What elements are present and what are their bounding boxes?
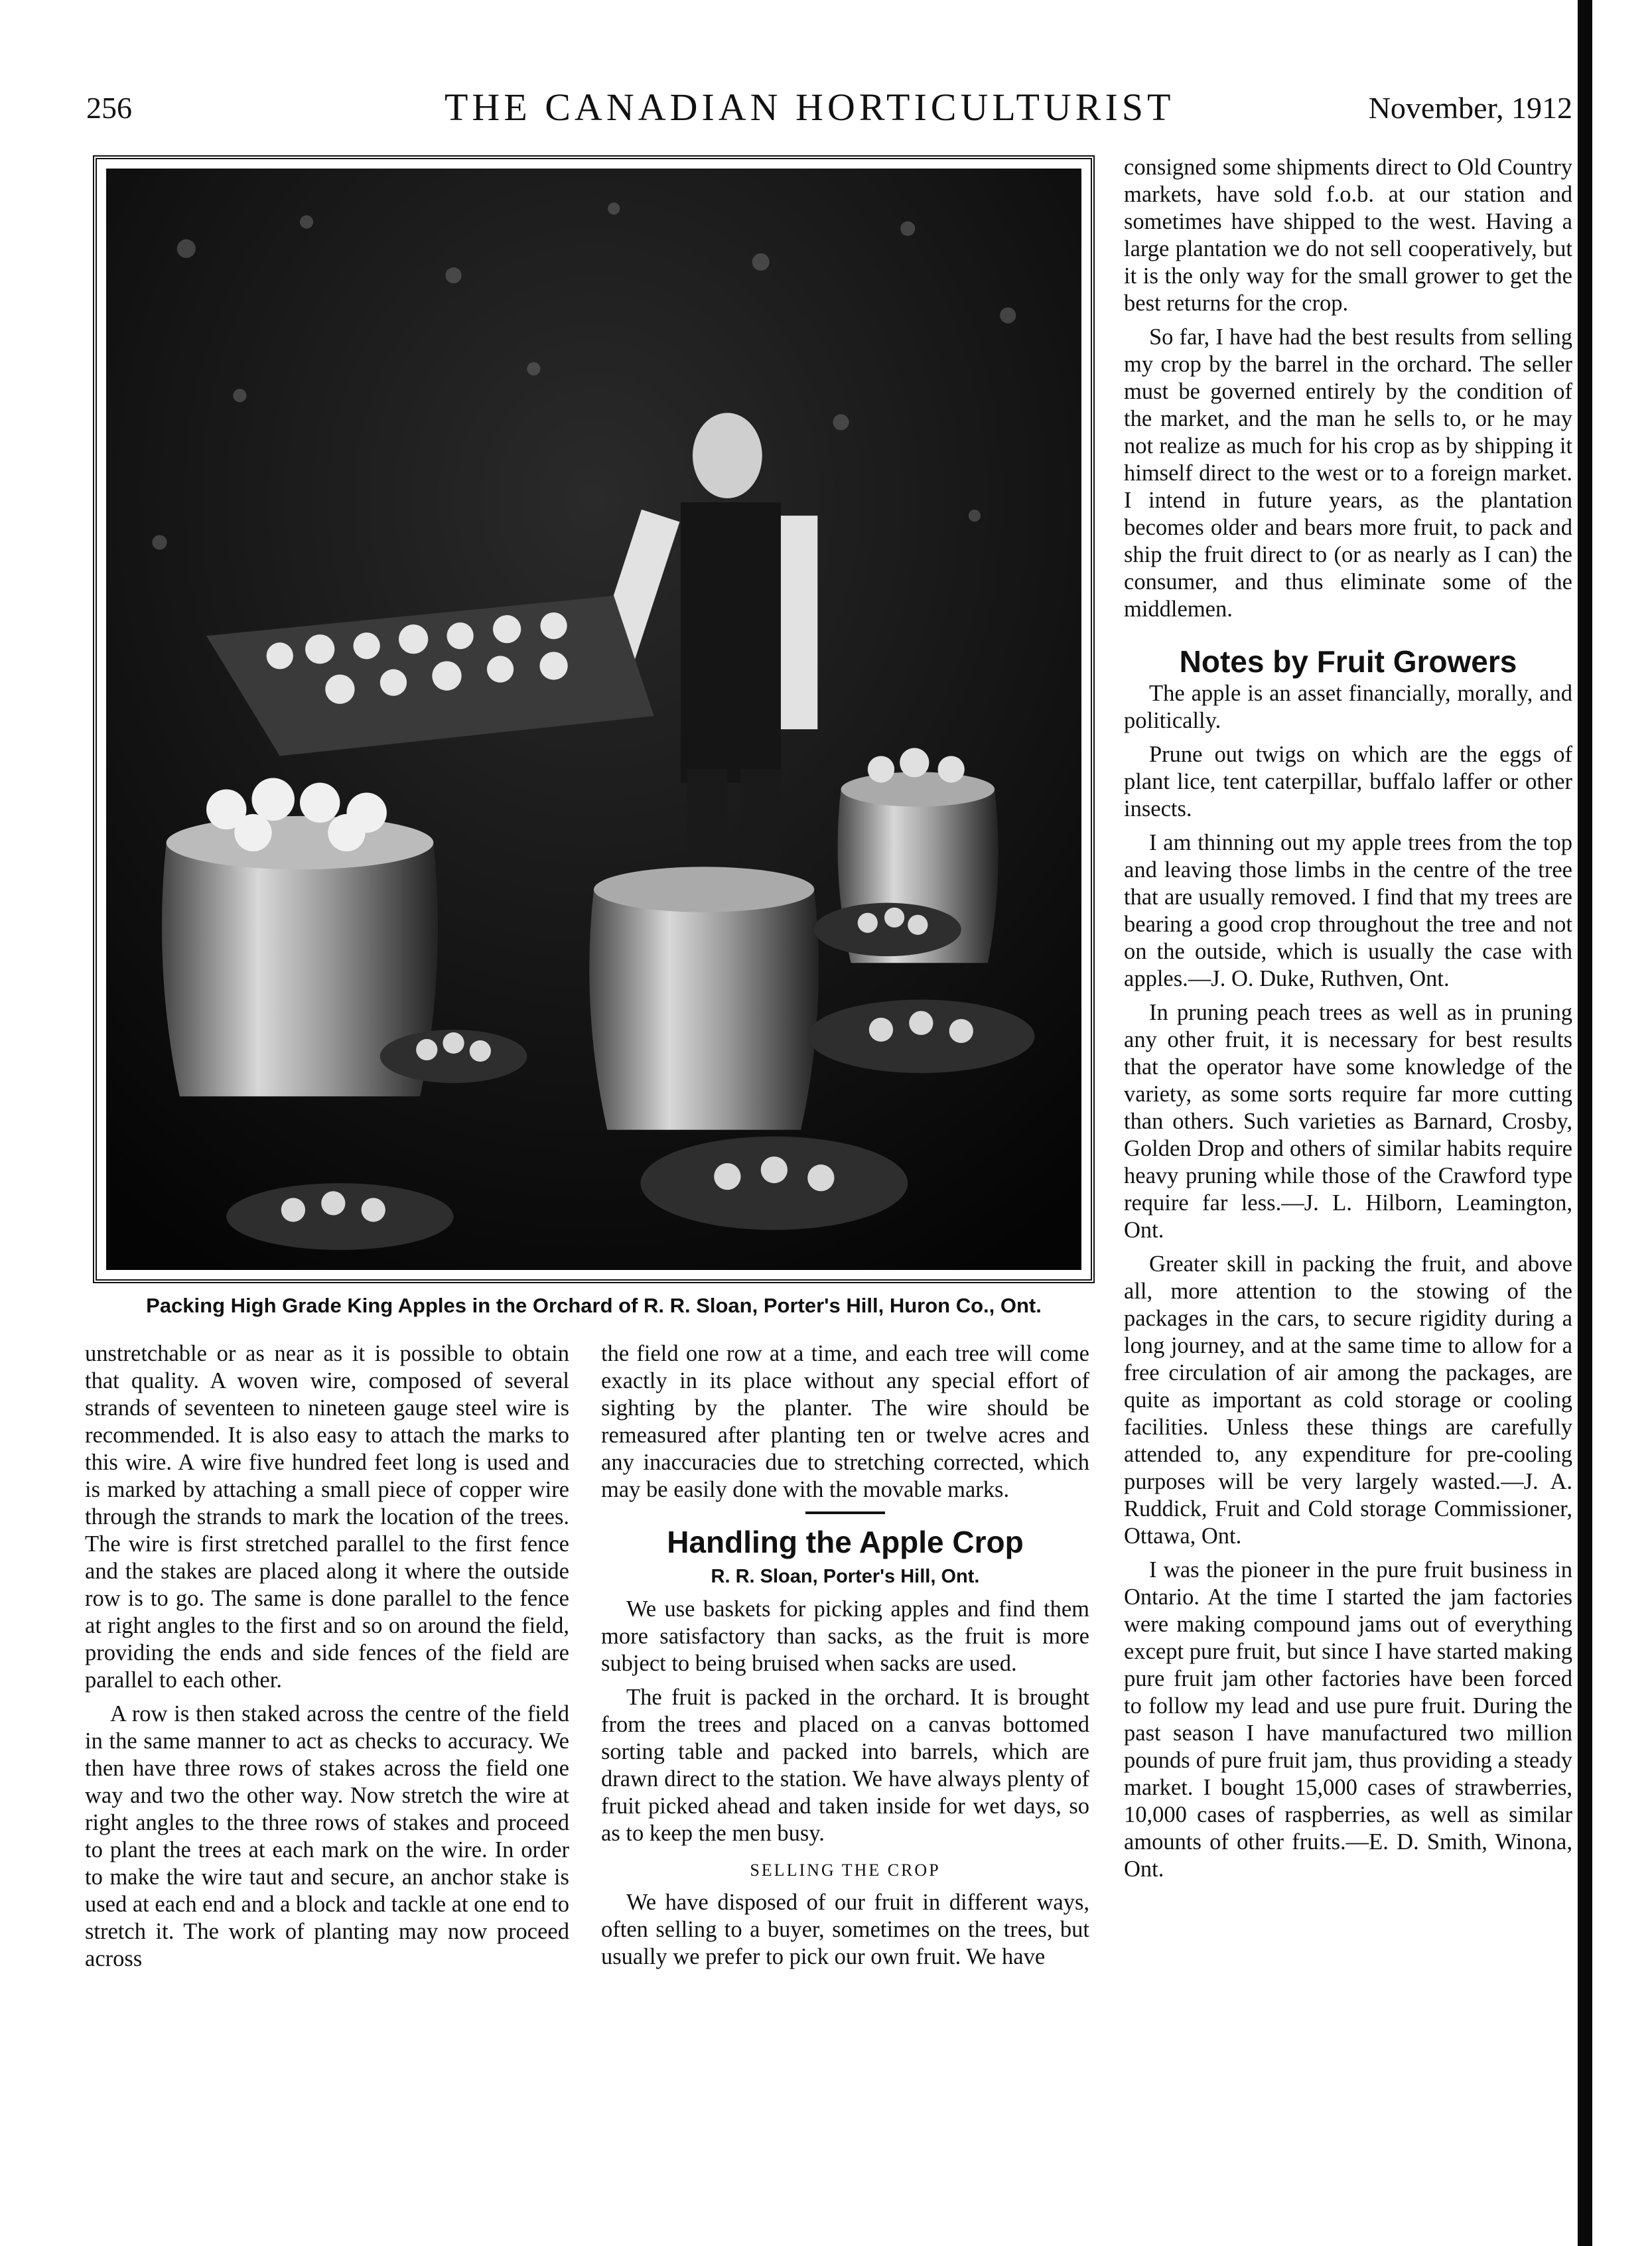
issue-date: November, 1912 (1368, 91, 1572, 125)
figure-caption: Packing High Grade King Apples in the Orchard of R. R. Sloan, Porter's Hill, Huron Co., Ont. (146, 1294, 1042, 1317)
article-paragraph: We have disposed of our fruit in different ways, often selling to a buyer, sometimes on the trees, but usually we prefer to pick our own fruit. We have (601, 1890, 1089, 1969)
column-3-paragraph: consigned some shipments direct to Old Country markets, have sold f.o.b. at our station and sometimes have shipped to the west. Having a large plantation we do not sell cooperatively, but it is the only way for the small grower to get the best returns for the crop. (1124, 155, 1572, 316)
notes-paragraph: Prune out twigs on which are the eggs of plant lice, tent caterpillar, buffalo laffer or other insects. (1124, 742, 1572, 821)
column-3 (1124, 154, 1572, 1883)
column-1-paragraph: unstretchable or as near as it is possible to obtain that quality. A woven wire, composed of several strands of seventeen to nineteen gauge steel wire is recommended. It is also easy to attach the marks to this wire. A wire five hundred feet long is used and is marked by attaching a small piece of copper wire through the strands to mark the location of the trees. The wire is first stretched parallel to the first fence and the stakes are placed along it where the outside row is to go. The same is done parallel to the fence at right angles to the first and so on around the field, providing the ends and side fences of the field are parallel to each other. (85, 1341, 569, 1693)
section-subhead: SELLING THE CROP (750, 1860, 941, 1880)
column-1-paragraph: A row is then staked across the centre of the field in the same manner to act as checks to accuracy. We then have three rows of stakes across the field one way and two the other way. Now stretch the wire at right angles to the three rows of stakes and proceed to plant the trees at each mark on the wire. In order to make the wire taut and secure, an anchor stake is used at each end and a block and tackle at one end to stretch it. The work of planting may now proceed across (85, 1701, 569, 1971)
publication-title: THE CANADIAN HORTICULTURIST (445, 86, 1175, 129)
notes-paragraph: Greater skill in packing the fruit, and above all, more attention to the stowing of the packages in the cars, to secure rigidity during a long journey, and at the same time to allow for a free circulation of air among the packages, are quite as important as cold storage or cooling facilities. Unless these things are carefully attended to, any expenditure for pre-cooling purposes will be very largely wasted.—J. A. Ruddick, Fruit and Cold storage Commissioner, Ottawa, Ont. (1124, 1251, 1572, 1549)
column-1 (85, 1340, 569, 1973)
column-2-paragraph: the field one row at a time, and each tree will come exactly in its place without any special effort of sighting by the planter. The wire should be remeasured after planting ten or twelve acres and any inaccuracies due to stretching corrected, which may be easily done with the movable marks. (601, 1341, 1089, 1502)
article-byline: R. R. Sloan, Porter's Hill, Ont. (711, 1566, 980, 1587)
page-number: 256 (86, 91, 132, 125)
article-paragraph: The fruit is packed in the orchard. It is brought from the trees and placed on a canvas bottomed sorting table and packed into barrels, which are drawn direct to the station. We have always plenty of fruit picked ahead and taken inside for wet days, so as to keep the men busy. (601, 1685, 1089, 1846)
notes-paragraph: I am thinning out my apple trees from the top and leaving those limbs in the centre of the tree that are usually removed. I find that my trees are bearing a good crop throughout the tree and not on the outside, which is usually the case with apples.—J. O. Duke, Ruthven, Ont. (1124, 830, 1572, 991)
page-header (86, 85, 1572, 131)
column-3-paragraph: So far, I have had the best results from selling my crop by the barrel in the orchard. The seller must be governed entirely by the condition of the market, and the man he sells to, or he may not realize as much for his crop as by shipping it himself direct to the west or to a foreign market. I intend in future years, as the plantation becomes older and bears more fruit, to pack and ship the fruit direct to (or as nearly as I can) the consumer, and thus eliminate some of the middlemen. (1124, 324, 1572, 622)
notes-title: Notes by Fruit Growers (1179, 644, 1517, 679)
article-paragraph: We use baskets for picking apples and find them more satisfactory than sacks, as the fruit is more subject to being bruised when sacks are used. (601, 1596, 1089, 1676)
section-divider (805, 1511, 885, 1514)
article-title: Handling the Apple Crop (667, 1525, 1024, 1559)
orchard-photograph (93, 155, 1095, 1283)
notes-paragraph: The apple is an asset financially, morally, and politically. (1124, 681, 1572, 733)
photo-image (106, 169, 1081, 1270)
column-2 (601, 1340, 1089, 1971)
notes-paragraph: In pruning peach trees as well as in pruning any other fruit, it is necessary for best results that the operator have some knowledge of the variety, as some sorts require far more cutting than others. Such varieties as Barnard, Crosby, Golden Drop and others of similar habits require heavy pruning while those of the Crawford type require far less.—J. L. Hilborn, Leamington, Ont. (1124, 1000, 1572, 1243)
page-edge-shadow (1578, 0, 1592, 2246)
apple-packing-illustration (106, 169, 1081, 1270)
apple-barrel-center (589, 867, 819, 1129)
notes-paragraph: I was the pioneer in the pure fruit business in Ontario. At the time I started the jam factories were making compound jams out of everything except pure fruit, but since I have started making pure fruit jam other factories have been forced to follow my lead and use pure fruit. During the past season I have manufactured two million pounds of pure fruit jam, thus providing a steady market. I bought 15,000 cases of strawberries, 10,000 cases of raspberries, as well as similar amounts of other fruits.—E. D. Smith, Winona, Ont. (1124, 1557, 1572, 1882)
